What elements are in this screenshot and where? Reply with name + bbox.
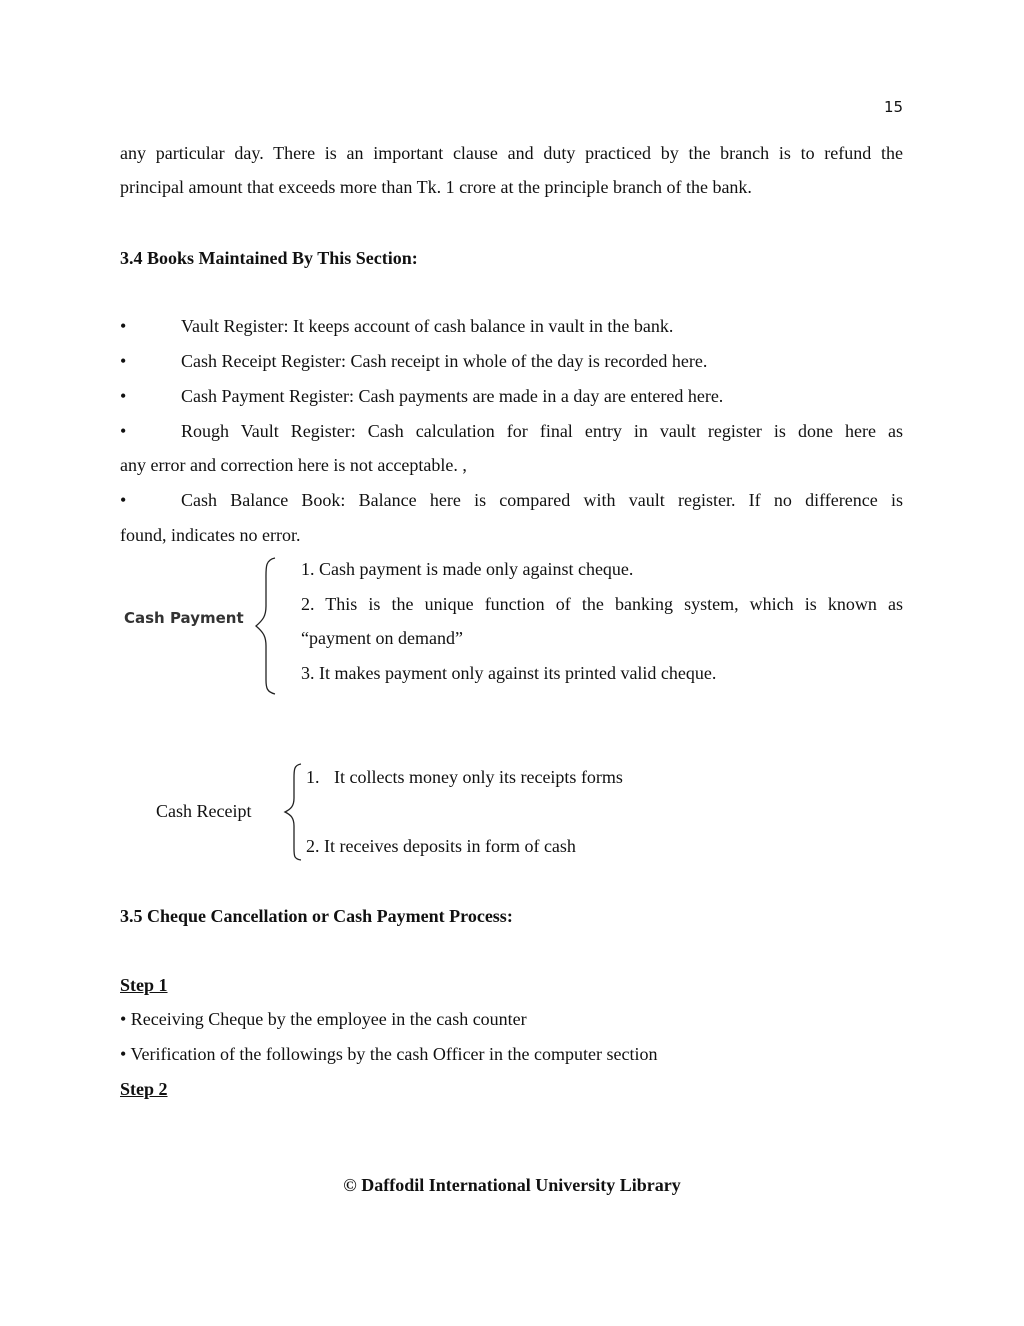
cash-receipt-item-1-number: 1. [306, 767, 320, 787]
list-item-cash-balance-book-continued: found, indicates no error. [120, 525, 301, 545]
list-item-vault-register: Vault Register: It keeps account of cash balance in vault in the bank. [181, 316, 674, 336]
step-1-item-2: • Verification of the followings by the cash Officer in the computer section [120, 1044, 658, 1064]
cash-payment-item-3: 3. It makes payment only against its printed valid cheque. [301, 663, 717, 683]
cash-payment-brace [253, 556, 283, 696]
bullet-glyph: • [120, 316, 127, 336]
intro-line-2: principal amount that exceeds more than Tk. 1 crore at the principle branch of the bank. [120, 177, 752, 197]
step-1-label: Step 1 [120, 975, 168, 995]
bullet-glyph: • [120, 351, 127, 371]
bullet-glyph: • [120, 490, 127, 510]
step-1-item-1: • Receiving Cheque by the employee in the cash counter [120, 1009, 527, 1029]
cash-receipt-label: Cash Receipt [156, 801, 252, 821]
list-item-cash-payment-register: Cash Payment Register: Cash payments are made in a day are entered here. [181, 386, 724, 406]
list-item-rough-vault-register-continued: any error and correction here is not acceptable. , [120, 455, 467, 475]
intro-line-1: any particular day. There is an important clause and duty practiced by the branch is to refund the [120, 143, 903, 163]
cash-receipt-item-2: 2. It receives deposits in form of cash [306, 836, 576, 856]
bullet-glyph: • [120, 421, 127, 441]
cash-payment-item-1: 1. Cash payment is made only against cheque. [301, 559, 634, 579]
footer-copyright: © Daffodil International University Library [343, 1175, 681, 1195]
cash-receipt-item-1: It collects money only its receipts forms [334, 767, 623, 787]
cash-payment-item-2: 2. This is the unique function of the banking system, which is known as [301, 594, 903, 614]
list-item-cash-balance-book: Cash Balance Book: Balance here is compared with vault register. If no difference is [181, 490, 903, 510]
cash-receipt-brace [283, 762, 307, 862]
step-2-label: Step 2 [120, 1079, 168, 1099]
cash-payment-label: Cash Payment [124, 609, 244, 627]
list-item-cash-receipt-register: Cash Receipt Register: Cash receipt in whole of the day is recorded here. [181, 351, 708, 371]
section-3-4-heading: 3.4 Books Maintained By This Section: [120, 248, 418, 268]
cash-payment-item-2-continued: “payment on demand” [301, 628, 463, 648]
section-3-5-heading: 3.5 Cheque Cancellation or Cash Payment Process: [120, 906, 513, 926]
list-item-rough-vault-register: Rough Vault Register: Cash calculation for final entry in vault register is done here as [181, 421, 903, 441]
bullet-glyph: • [120, 386, 127, 406]
page-number: 15 [884, 98, 904, 116]
